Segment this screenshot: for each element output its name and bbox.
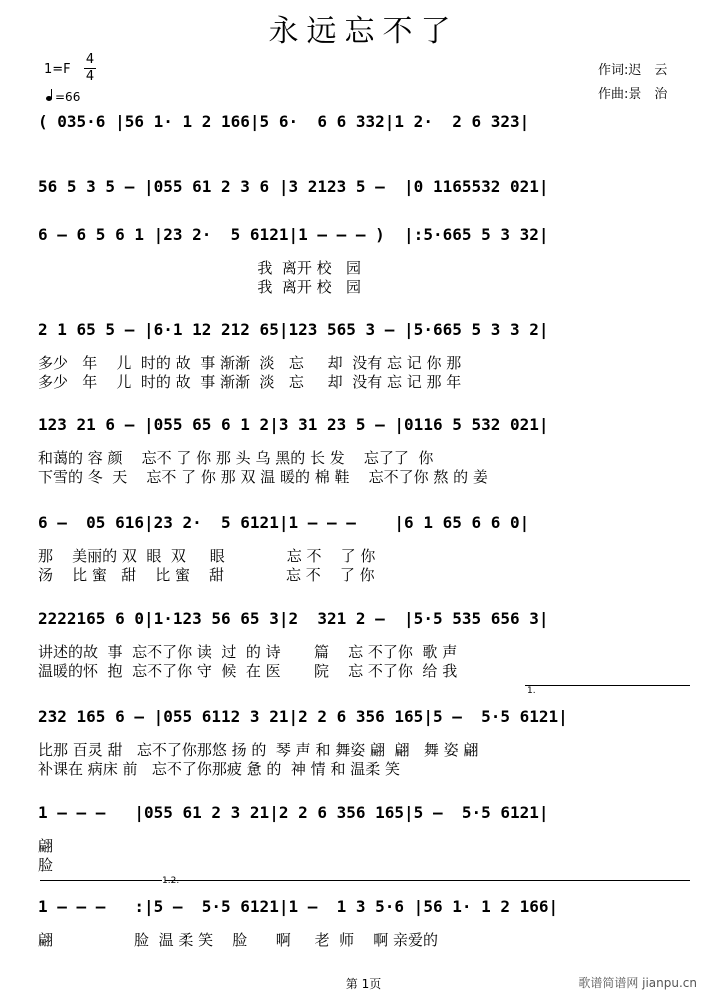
notation-row: 123 21 6 – |055 65 6 1 2|3 31 23 5 – |0116 5 532 021| (38, 415, 549, 434)
song-title: 永远忘不了 (268, 14, 459, 49)
watermark: 歌谱简谱网 jianpu.cn (578, 976, 697, 990)
lyric-line: 汤 比 蜜 甜 比 蜜 甜 忘 不 了 你 (38, 566, 375, 584)
tempo-marking (46, 90, 80, 104)
lyric-line: 翩 (38, 837, 54, 855)
tempo-value: =66 (55, 90, 81, 104)
notation-row: 2222165 6 0|1·123 56 65 3|2 321 2 – |5·5 535 656 3| (38, 609, 549, 628)
notation-row: 1 – – – :|5 – 5·5 6121|1 – 1 3 5·6 |56 1· 1 2 166| (38, 897, 559, 916)
lyric-line: 那 美丽的 双 眼 双 眼 忘 不 了 你 (38, 547, 376, 565)
notation-row: 6 – 05 616|23 2· 5 6121|1 – – – |6 1 65 6 6 0| (38, 513, 530, 532)
lyric-line: 翩 脸 温 柔 笑 脸 啊 老 师 啊 亲爱的 (38, 931, 439, 949)
beam-underline (38, 199, 690, 200)
notation-row: 232 165 6 – |055 6112 3 21|2 2 6 356 165|5 – 5·5 6121| (38, 707, 568, 726)
lyric-line: 讲述的故 事 忘不了你 读 过 的 诗 篇 忘 不了你 歌 声 (38, 643, 458, 661)
lyric-line: 我 离开 校 园 (38, 259, 361, 277)
lyricist-credit: 作词:迟 云 (598, 63, 668, 78)
lyric-line: 多少 年 儿 时的 故 事 渐渐 淡 忘 却 没有 忘 记 你 那 (38, 354, 462, 372)
page-number: 第 1页 (345, 977, 382, 991)
beam-underline (38, 729, 690, 730)
lyric-line: 下雪的 冬 天 忘不 了 你 那 双 温 暖的 棉 鞋 忘不了你 熬 的 姜 (38, 468, 488, 486)
lyric-line: 温暖的怀 抱 忘不了你 守 候 在 医 院 忘 不了你 给 我 (38, 662, 458, 680)
time-sig-bottom: 4 (85, 69, 95, 84)
composer-credit: 作曲:景 治 (598, 87, 668, 102)
notation-row: 6 – 6 5 6 1 |23 2· 5 6121|1 – – – ) |:5·665 5 3 32| (38, 225, 549, 244)
lyric-line: 脸 (38, 856, 54, 874)
quarter-note-icon (46, 96, 52, 101)
notation-row: 1 – – – |055 61 2 3 21|2 2 6 356 165|5 – 5·5 6121| (38, 803, 549, 822)
volta-end-bracket (40, 880, 162, 881)
key-signature (44, 62, 71, 78)
notation-row: 56 5 3 5 – |055 61 2 3 6 |3 2123 5 – |0 1165532 021| (38, 177, 549, 196)
time-signature (84, 52, 96, 85)
volta-2-label: 1.2. (162, 876, 180, 886)
volta-1-bracket (525, 685, 690, 686)
volta-2-bracket (165, 880, 690, 881)
beam-underline (38, 134, 690, 135)
notation-row: 2 1 65 5 – |6·1 12 212 65|123 565 3 – |5·665 5 3 3 2| (38, 320, 549, 339)
lyric-line: 补课在 病床 前 忘不了你那疲 惫 的 神 情 和 温柔 笑 (38, 760, 400, 778)
beam-underline (38, 919, 690, 920)
beam-underline (38, 247, 690, 248)
time-sig-top: 4 (85, 52, 95, 67)
beam-underline (38, 342, 690, 343)
lyric-line: 我 离开 校 园 (38, 278, 361, 296)
volta-1-label: 1. (527, 686, 536, 696)
notation-row: ( 035·6 |56 1· 1 2 166|5 6· 6 6 332|1 2· 2 6 323| (38, 112, 530, 131)
beam-underline (38, 535, 690, 536)
beam-underline (38, 825, 690, 826)
beam-underline (38, 631, 690, 632)
lyric-line: 比那 百灵 甜 忘不了你那悠 扬 的 琴 声 和 舞姿 翩 翩 舞 姿 翩 (38, 741, 479, 759)
lyric-line: 和蔼的 容 颜 忘不 了 你 那 头 乌 黑的 长 发 忘了了 你 (38, 449, 434, 467)
lyric-line: 多少 年 儿 时的 故 事 渐渐 淡 忘 却 没有 忘 记 那 年 (38, 373, 462, 391)
beam-underline (38, 437, 690, 438)
key-label: 1=F (44, 62, 71, 77)
